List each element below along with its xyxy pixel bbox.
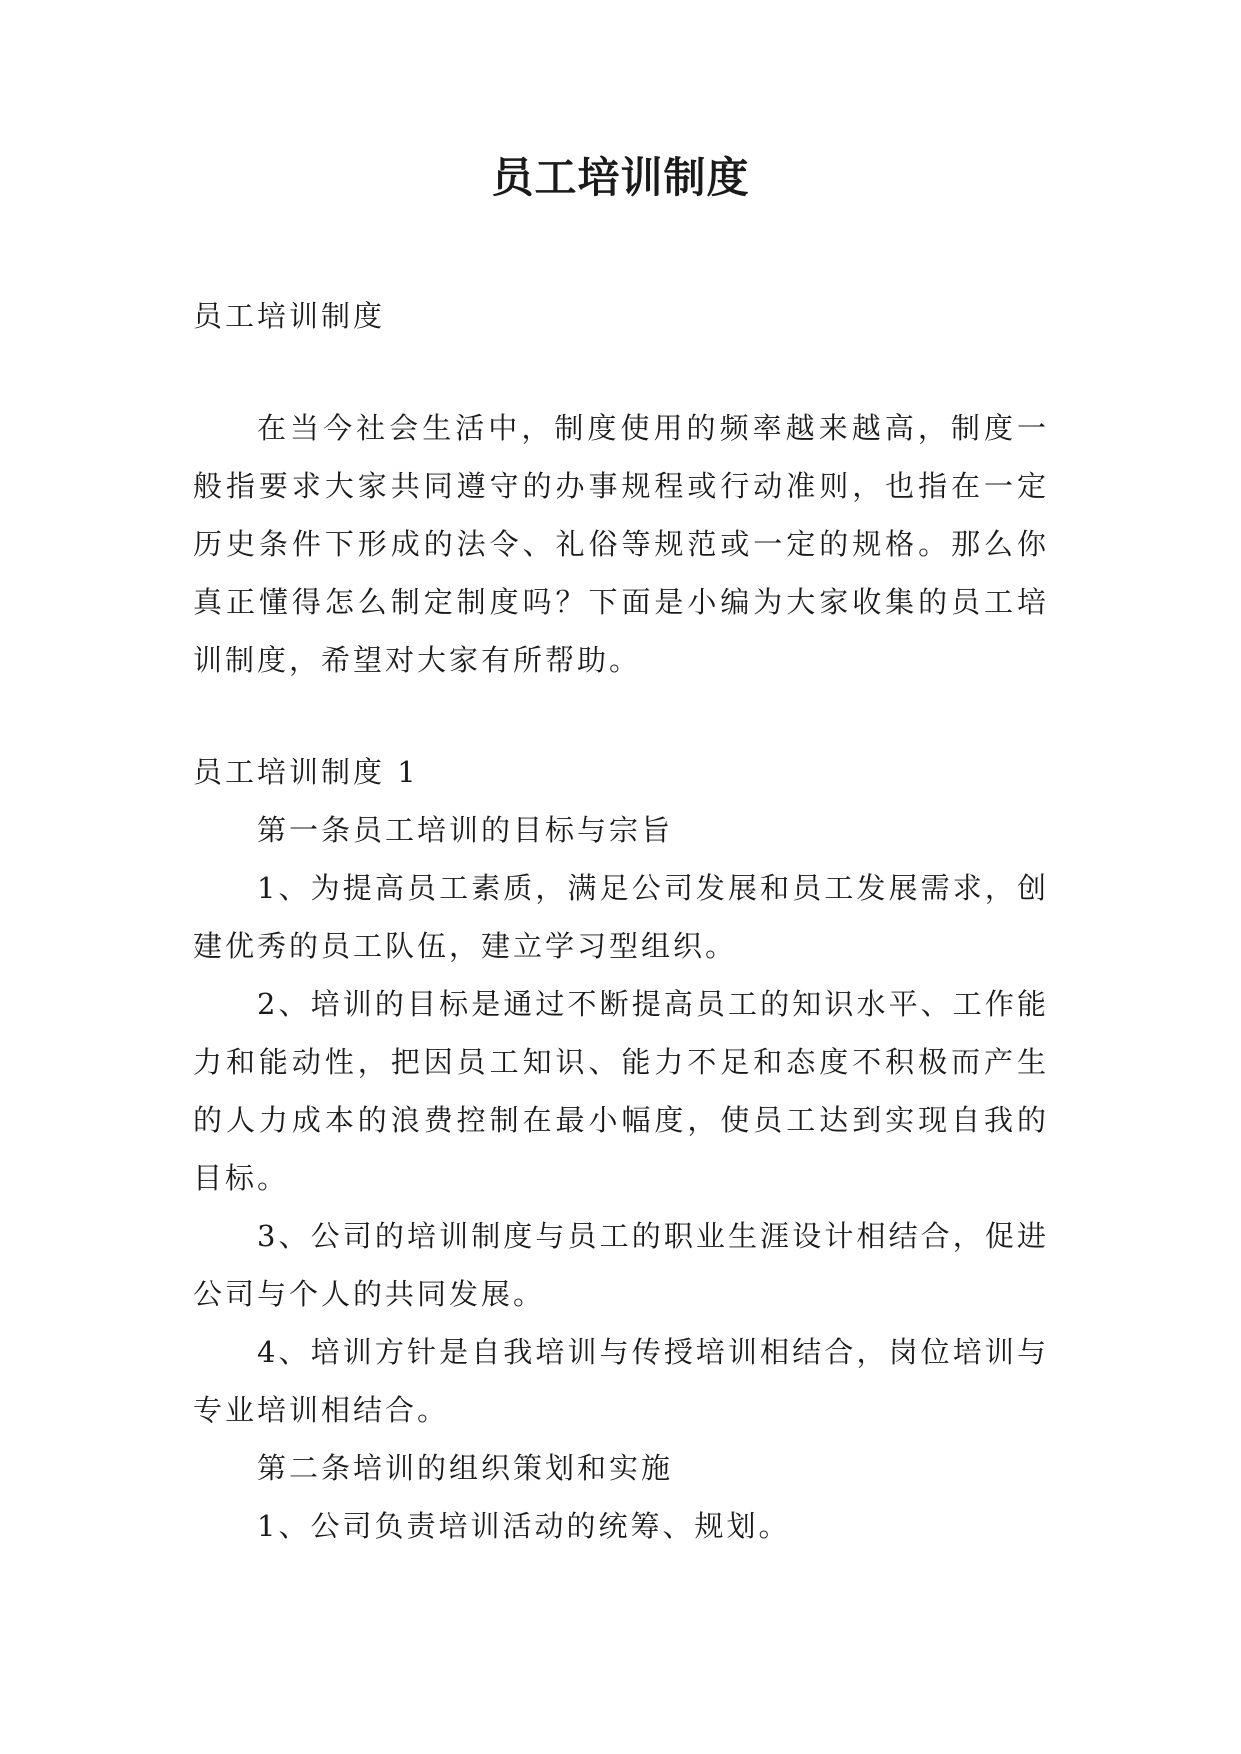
article-heading: 第二条培训的组织策划和实施 — [257, 1451, 674, 1485]
intro-paragraph: 在当今社会生活中，制度使用的频率越来越高，制度一般指要求大家共同遵守的办事规程或行动准则，也指在一定历史条件下形成的法令、礼俗等规范或一定的规格。那么你真正懂得怎么制定制度吗？下面是小编为大家收集的员工培训制度，希望对大家有所帮助。 — [193, 411, 1049, 677]
article-heading: 第一条员工培训的目标与宗旨 — [257, 813, 674, 847]
document-body — [193, 287, 1049, 1555]
article-item: 1、为提高员工素质，满足公司发展和员工发展需求，创建优秀的员工队伍，建立学习型组织。 — [193, 871, 1049, 963]
article-item: 4、培训方针是自我培训与传授培训相结合，岗位培训与专业培训相结合。 — [193, 1335, 1049, 1427]
document-title: 员工培训制度 — [491, 153, 750, 202]
section-heading: 员工培训制度 1 — [193, 755, 419, 789]
document-subtitle: 员工培训制度 — [193, 299, 386, 333]
article-item: 3、公司的培训制度与员工的职业生涯设计相结合，促进公司与个人的共同发展。 — [193, 1219, 1049, 1311]
article-item: 2、培训的目标是通过不断提高员工的知识水平、工作能力和能动性，把因员工知识、能力不足和态度不积极而产生的人力成本的浪费控制在最小幅度，使员工达到实现自我的目标。 — [193, 987, 1049, 1195]
article-item: 1、公司负责培训活动的统筹、规划。 — [257, 1509, 791, 1543]
